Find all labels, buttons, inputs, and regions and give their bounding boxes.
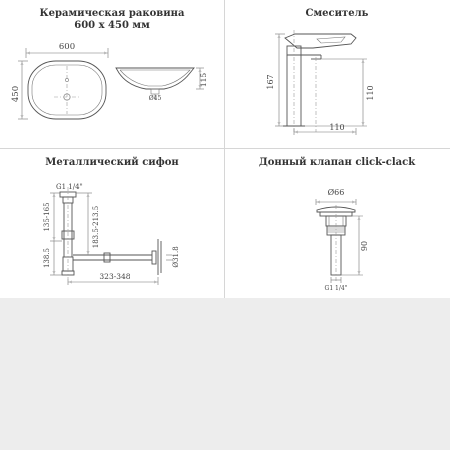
mixer-title: Смеситель bbox=[305, 8, 369, 19]
basin-subtitle: 600 x 450 мм bbox=[74, 20, 150, 31]
siphon-mid-range-label: 183.5-213.5 bbox=[92, 205, 100, 249]
mixer-panel bbox=[225, 0, 449, 148]
valve-height-label: 90 bbox=[360, 240, 369, 252]
basin-panel bbox=[0, 0, 224, 148]
basin-title: Керамическая раковина bbox=[39, 8, 185, 19]
mixer-drawing bbox=[225, 0, 449, 148]
siphon-lower-label: 138.5 bbox=[43, 247, 51, 269]
mixer-side-view bbox=[266, 30, 375, 135]
siphon-drawing bbox=[0, 149, 224, 297]
siphon-panel bbox=[0, 149, 224, 297]
valve-title: Донный клапан click-clack bbox=[258, 157, 416, 168]
siphon-thread-label: G1 1/4" bbox=[56, 183, 83, 191]
mixer-total-height-label: 167 bbox=[266, 74, 275, 90]
siphon-horizontal-label: 323-348 bbox=[99, 272, 131, 281]
valve-diameter-label: Ø66 bbox=[327, 188, 345, 197]
siphon-upper-range-label: 135-165 bbox=[43, 202, 51, 232]
valve-drawing bbox=[225, 149, 449, 297]
basin-drain-label: Ø45 bbox=[148, 95, 162, 102]
basin-width-label: 600 bbox=[58, 42, 76, 52]
empty-area bbox=[0, 298, 450, 450]
basin-height-label: 115 bbox=[199, 72, 208, 88]
mixer-spout-height-label: 110 bbox=[366, 85, 375, 101]
valve-thread-label: G1 1/4" bbox=[324, 285, 348, 292]
mixer-spout-length-label: 110 bbox=[329, 123, 345, 132]
siphon-pipe-label: Ø31.8 bbox=[172, 246, 180, 268]
siphon-side-view bbox=[43, 183, 180, 285]
basin-depth-label: 450 bbox=[11, 85, 21, 103]
basin-top-view bbox=[11, 42, 108, 119]
horizontal-divider bbox=[0, 148, 450, 149]
valve-side-view bbox=[316, 188, 369, 292]
basin-drawing bbox=[0, 0, 224, 148]
vertical-divider bbox=[224, 0, 225, 298]
valve-panel bbox=[225, 149, 449, 297]
basin-side-view bbox=[116, 68, 208, 102]
siphon-title: Металлический сифон bbox=[45, 157, 179, 168]
